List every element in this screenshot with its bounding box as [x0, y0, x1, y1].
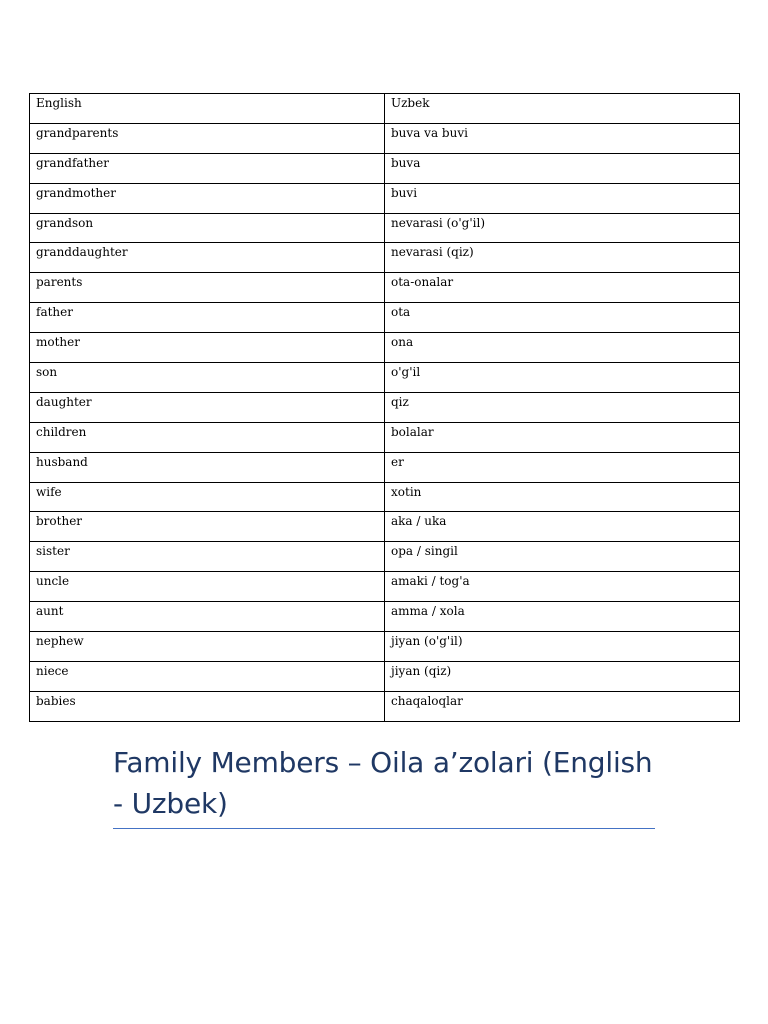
uzbek-cell: jiyan (qiz) — [385, 661, 740, 691]
uzbek-cell: qiz — [385, 392, 740, 422]
uzbek-cell: o'g'il — [385, 363, 740, 393]
table-row — [30, 273, 740, 303]
uzbek-cell: er — [385, 452, 740, 482]
table-row — [30, 542, 740, 572]
english-cell: husband — [30, 452, 385, 482]
table-row — [30, 452, 740, 482]
table-row — [30, 123, 740, 153]
english-cell: wife — [30, 482, 385, 512]
table-row — [30, 572, 740, 602]
english-cell: uncle — [30, 572, 385, 602]
table-row — [30, 183, 740, 213]
header-uzbek: Uzbek — [385, 94, 740, 124]
english-cell: grandmother — [30, 183, 385, 213]
uzbek-cell: bolalar — [385, 422, 740, 452]
uzbek-cell: jiyan (o'g'il) — [385, 632, 740, 662]
table-row — [30, 303, 740, 333]
english-cell: grandson — [30, 213, 385, 243]
vocabulary-table — [29, 93, 740, 722]
english-cell: father — [30, 303, 385, 333]
uzbek-cell: buva va buvi — [385, 123, 740, 153]
uzbek-cell: chaqaloqlar — [385, 691, 740, 721]
uzbek-cell: ona — [385, 333, 740, 363]
table-row — [30, 661, 740, 691]
uzbek-cell: buvi — [385, 183, 740, 213]
english-cell: nephew — [30, 632, 385, 662]
english-cell: children — [30, 422, 385, 452]
english-cell: granddaughter — [30, 243, 385, 273]
table-row — [30, 632, 740, 662]
uzbek-cell: aka / uka — [385, 512, 740, 542]
table-row — [30, 482, 740, 512]
uzbek-cell: amma / xola — [385, 602, 740, 632]
table-row — [30, 363, 740, 393]
english-cell: niece — [30, 661, 385, 691]
document-title: Family Members – Oila a’zolari (English - Uzbek) — [113, 746, 653, 820]
uzbek-cell: xotin — [385, 482, 740, 512]
english-cell: grandparents — [30, 123, 385, 153]
english-cell: mother — [30, 333, 385, 363]
header-english: English — [30, 94, 385, 124]
vocabulary-table-body — [30, 94, 740, 722]
english-cell: parents — [30, 273, 385, 303]
uzbek-cell: ota-onalar — [385, 273, 740, 303]
table-header-row — [30, 94, 740, 124]
title-underline-rule — [113, 828, 655, 829]
english-cell: grandfather — [30, 153, 385, 183]
table-row — [30, 153, 740, 183]
table-row — [30, 691, 740, 721]
english-cell: brother — [30, 512, 385, 542]
uzbek-cell: nevarasi (o'g'il) — [385, 213, 740, 243]
uzbek-cell: amaki / tog'a — [385, 572, 740, 602]
english-cell: son — [30, 363, 385, 393]
uzbek-cell: nevarasi (qiz) — [385, 243, 740, 273]
english-cell: sister — [30, 542, 385, 572]
uzbek-cell: buva — [385, 153, 740, 183]
uzbek-cell: ota — [385, 303, 740, 333]
table-row — [30, 213, 740, 243]
english-cell: daughter — [30, 392, 385, 422]
english-cell: aunt — [30, 602, 385, 632]
uzbek-cell: opa / singil — [385, 542, 740, 572]
table-row — [30, 392, 740, 422]
table-row — [30, 333, 740, 363]
english-cell: babies — [30, 691, 385, 721]
table-row — [30, 602, 740, 632]
table-row — [30, 512, 740, 542]
table-row — [30, 422, 740, 452]
table-row — [30, 243, 740, 273]
